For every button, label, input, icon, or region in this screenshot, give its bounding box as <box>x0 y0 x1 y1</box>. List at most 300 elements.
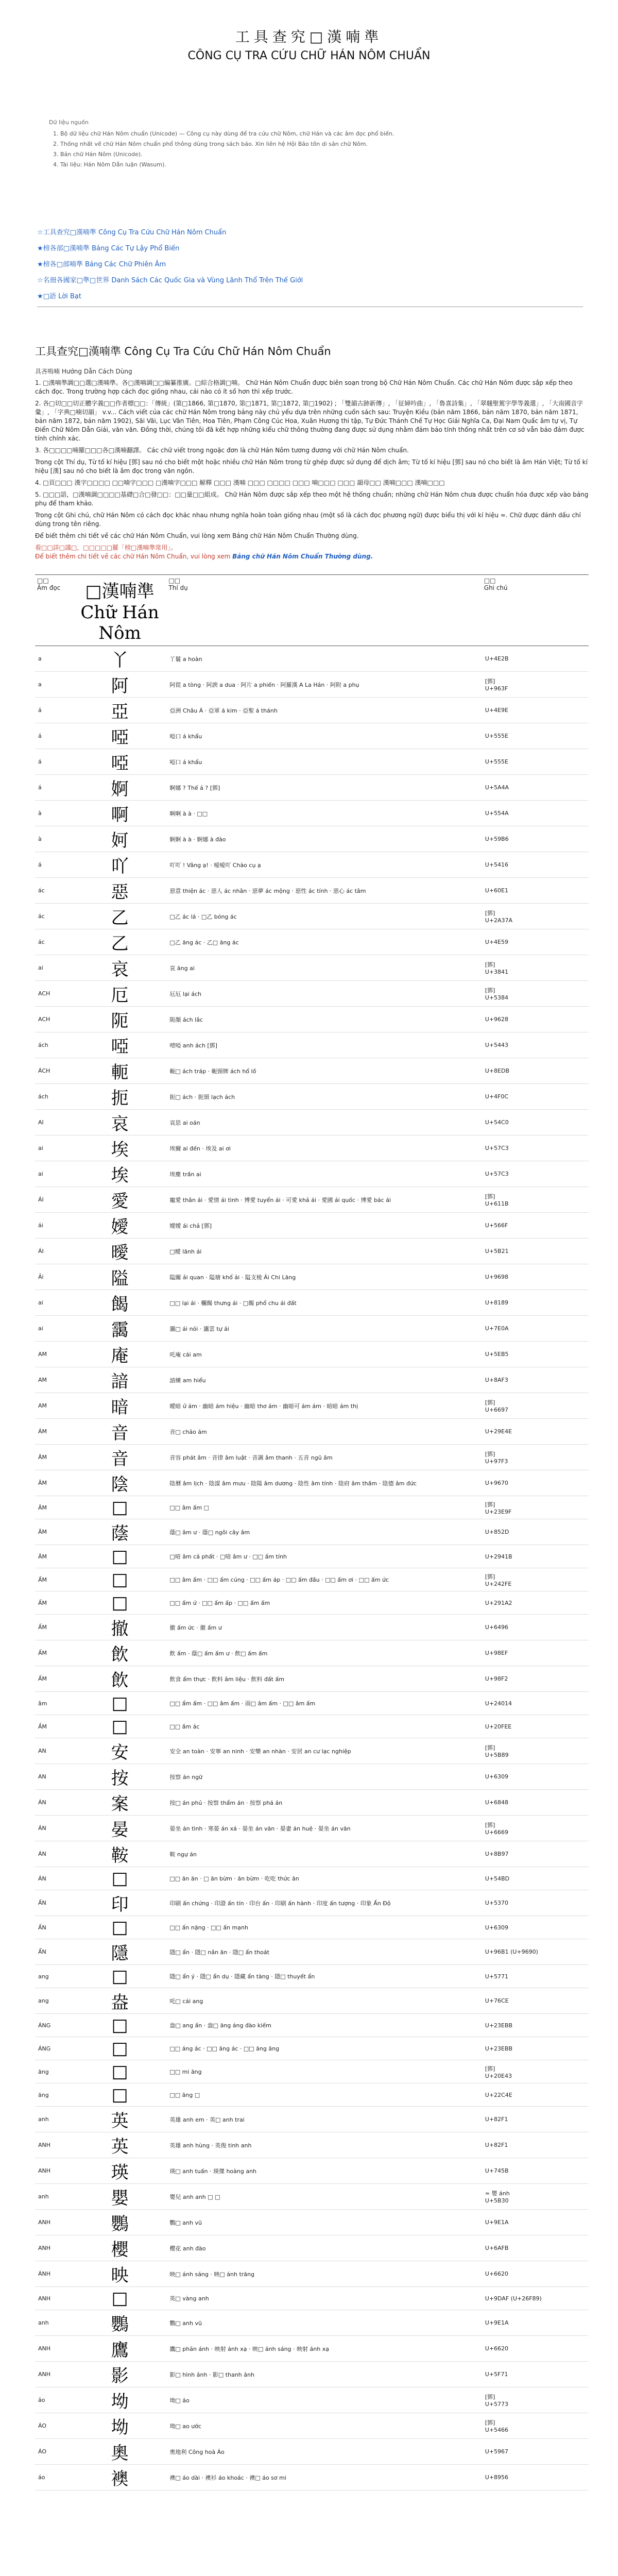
cell-character: 埃 <box>73 1136 167 1161</box>
cell-character: 按 <box>73 1764 167 1790</box>
cell-character: 庵 <box>73 1342 167 1367</box>
cell-example: 印刷 ấn chứng · 印證 ấn tín · 印台 ấn · 印刷 ấn hành · 印度 ấn tượng · 印象 Ấn Độ <box>166 1890 482 1916</box>
intro-red-line <box>35 544 589 561</box>
table-row <box>35 775 589 801</box>
cell-character: 案 <box>73 1790 167 1816</box>
table-row <box>35 1988 589 2014</box>
cell-character: □ <box>73 2014 167 2037</box>
cell-reading: ÂM <box>35 1445 73 1470</box>
cell-note: U+6309 <box>482 1764 589 1790</box>
table-row <box>35 2235 589 2261</box>
cell-character: 啞 <box>73 723 167 749</box>
cell-note: U+29E4E <box>482 1419 589 1445</box>
table-row <box>35 1640 589 1666</box>
table-row <box>35 1519 589 1545</box>
table-row <box>35 1316 589 1342</box>
nav-link[interactable]: ★榜各部□漢喃準 Bảng Các Tự Lậy Phổ Biến <box>37 245 180 252</box>
cell-example: 啞口 á khẩu <box>166 723 482 749</box>
intro-paragraph: 1. □漢喃準調□□選□漢喃準。各□漢喃調□□編纂推廣。□綜合格調□喃。 Chữ Hán Nôm Chuẩn được biên soạn trong bộ Chữ Hán Nôm Chuẩn. Các chữ Hán Nôm được sắp xếp theo cách đọc. Trong trường hợp cách đọc giống nhau, cái nào có ít số hơn thì xếp trước. <box>35 379 573 395</box>
cell-character: 曖 <box>73 1239 167 1264</box>
nav-link[interactable]: ★榜各□部喃準 Bảng Các Chữ Phiên Âm <box>37 261 166 268</box>
cell-character: 阨 <box>73 1007 167 1032</box>
cell-reading: ẤN <box>35 1890 73 1916</box>
cell-note: [鄧] U+5384 <box>482 981 589 1007</box>
cell-example: 埃爾 ai đến · 埃及 ai ơi <box>166 1136 482 1161</box>
cell-note: U+9DAF (U+26F89) <box>482 2287 589 2310</box>
table-row <box>35 904 589 929</box>
cell-character: 安 <box>73 1738 167 1764</box>
table-row <box>35 1007 589 1032</box>
cell-reading: ác <box>35 878 73 904</box>
cell-reading: ẤM <box>35 1666 73 1692</box>
cell-example: 安全 an toàn · 安寧 an ninh · 安樂 an nhàn · 安居 an cư lạc nghiệp <box>166 1738 482 1764</box>
cell-example: □喑 âm cả phất · □喑 âm ư · □□ ấm tính <box>166 1545 482 1568</box>
cell-reading: á <box>35 775 73 801</box>
cell-example: □□ âm ấm · □□ ấm cúng · □□ ấm áp · □□ ấm đầu · □□ ấm ơi · □□ ấm ức <box>166 1568 482 1591</box>
cell-example: 音□ chảo ám <box>166 1419 482 1445</box>
cell-character: 鸚 <box>73 2210 167 2235</box>
cell-character: □ <box>73 2083 167 2107</box>
table-row <box>35 1816 589 1841</box>
table-row <box>35 1032 589 1058</box>
cell-note: U+98EF <box>482 1640 589 1666</box>
cell-reading: ÂM <box>35 1545 73 1568</box>
table-row <box>35 1890 589 1916</box>
cell-note: U+9E1A <box>482 2210 589 2235</box>
cell-character: 隘 <box>73 1264 167 1290</box>
cell-reading: AN <box>35 1764 73 1790</box>
cell-note: U+291A2 <box>482 1591 589 1615</box>
cell-character: 乙 <box>73 929 167 955</box>
cell-reading: ẨN <box>35 1939 73 1965</box>
cell-example: 英雄 anh em · 英□ anh trai <box>166 2107 482 2132</box>
cell-character: 坳 <box>73 2413 167 2439</box>
table-row <box>35 1239 589 1264</box>
cell-example: □乙 ăng ác · 乙□ ăng ác <box>166 929 482 955</box>
cell-note: ≈ 嬰 ánh U+5B30 <box>482 2184 589 2210</box>
cell-character: 扼 <box>73 1084 167 1110</box>
cell-example: 映□ ánh sáng · 映□ ánh trăng <box>166 2261 482 2287</box>
table-row <box>35 1568 589 1591</box>
cell-reading: ang <box>35 1965 73 1988</box>
page-header <box>0 0 618 62</box>
cell-example: 埃塵 trần ai <box>166 1161 482 1187</box>
cell-note: U+76CE <box>482 1988 589 2014</box>
table-row <box>35 1084 589 1110</box>
column-header: □□ Âm đọc <box>35 575 73 646</box>
notes-section <box>49 119 585 169</box>
cell-note: U+57C3 <box>482 1136 589 1161</box>
cell-character: 陰 <box>73 1470 167 1496</box>
cell-character: □ <box>73 2060 167 2083</box>
intro-red-han: 看□□詳□謹□，□□□□□羅「榜□漢喃準常用」。 <box>35 544 177 551</box>
cell-note: [鄧] U+3841 <box>482 955 589 981</box>
cell-character: □ <box>73 1965 167 1988</box>
cell-reading: Ải <box>35 1264 73 1290</box>
cell-example: 按察 án ngữ <box>166 1764 482 1790</box>
table-row <box>35 646 589 672</box>
table-row <box>35 2287 589 2310</box>
cell-character: □ <box>73 1568 167 1591</box>
table-row <box>35 2439 589 2465</box>
cell-note: [鄧] U+5B89 <box>482 1738 589 1764</box>
column-header: □漢喃準 Chữ Hán Nôm <box>73 575 167 646</box>
cell-note: U+24014 <box>482 1692 589 1715</box>
table-row <box>35 852 589 878</box>
cell-note: U+6848 <box>482 1790 589 1816</box>
cell-reading: ác <box>35 929 73 955</box>
cell-example: □曖 lãnh ái <box>166 1239 482 1264</box>
intro-paragraph: 4. □頁□□□ 漢字□□□□ □□喃字□□□ □漢喃字□□□ 解釋 □□□ 漢喃 □□□ □□□□ □□□ 喃□□□ □□□ 韻母□□ 漢喃□□□ 漢喃□□□ <box>35 479 445 486</box>
cell-example: 音容 phát âm · 音律 âm luật · 音調 âm thanh · 五音 ngũ âm <box>166 1445 482 1470</box>
cell-character: 英 <box>73 2107 167 2132</box>
cell-example: 阨顏 ách lắc <box>166 1007 482 1032</box>
table-row <box>35 1591 589 1615</box>
cell-character: 奧 <box>73 2439 167 2465</box>
table-row <box>35 2184 589 2210</box>
cell-reading: ai <box>35 1290 73 1316</box>
cell-reading: anh <box>35 2107 73 2132</box>
cell-example: 吖吖 ! Vâng ạ! · 嗳嗳吖 Chào cụ ạ <box>166 852 482 878</box>
cell-reading: áo <box>35 2465 73 2490</box>
table-row <box>35 1916 589 1939</box>
cell-note: U+57C3 <box>482 1161 589 1187</box>
cell-character: 晏 <box>73 1816 167 1841</box>
cell-note: U+82F1 <box>482 2107 589 2132</box>
cell-example: 婀娜 ? Thế á ? [鄧] <box>166 775 482 801</box>
intro-paragraph: 3. 各□□□□喃羅□□□各□漢喃翻譯。 Các chữ viết trong ngoặc đơn là chữ Hán Nôm tương đương với chữ Hán Nôm chuẩn. <box>35 447 409 454</box>
cell-example: 噎啞 anh ách [鄧] <box>166 1032 482 1058</box>
cell-reading: ÁNH <box>35 2261 73 2287</box>
cell-reading: á <box>35 749 73 775</box>
cell-example: 哀思 ai oán <box>166 1110 482 1136</box>
cell-note: [鄧] U+97F3 <box>482 1445 589 1470</box>
cell-example: □□ ấm ứ · □□ ấm ấp · □□ ấm ấm <box>166 1591 482 1615</box>
cell-example: 寵愛 thân ái · 愛情 ái tình · 博愛 tuyển ái · 可愛 khả ái · 愛國 ái quốc · 博愛 bác ái <box>166 1187 482 1213</box>
table-body <box>35 646 589 2490</box>
table-row <box>35 2158 589 2184</box>
cell-note: U+54BD <box>482 1867 589 1890</box>
cell-example: □□ ấn nặng · □□ ấn mạnh <box>166 1916 482 1939</box>
cell-reading: ÂM <box>35 1470 73 1496</box>
cell-character: 印 <box>73 1890 167 1916</box>
cell-reading: ách <box>35 1084 73 1110</box>
cell-example: □乙 ác lá · □乙 bóng ác <box>166 904 482 929</box>
table-row <box>35 1470 589 1496</box>
cell-character: □ <box>73 1591 167 1615</box>
cell-note: [鄧] U+5466 <box>482 2413 589 2439</box>
notes-list <box>49 130 585 169</box>
cell-example: 鸚□ anh vũ <box>166 2210 482 2235</box>
cell-character: 諳 <box>73 1367 167 1393</box>
cell-character: 英 <box>73 2132 167 2158</box>
column-header: □□ Thí dụ <box>166 575 482 646</box>
intro-paragraph: Để biết thêm chi tiết về các chữ Hán Nôm Chuẩn, vui lòng xem Bảng chữ Hán Nôm Chuẩn Thường dùng. <box>35 532 359 539</box>
cell-example: 櫻花 anh đào <box>166 2235 482 2261</box>
cell-example: □□ lại ái · 欄餲 thưng ái · □餲 phổ chu ái đất <box>166 1290 482 1316</box>
cell-note: [鄧] U+6669 <box>482 1816 589 1841</box>
cell-note: U+4E9E <box>482 698 589 723</box>
cell-example: 丫鬟 a hoàn <box>166 646 482 672</box>
cell-reading: ÂM <box>35 1496 73 1519</box>
table-row <box>35 2060 589 2083</box>
table-row <box>35 1264 589 1290</box>
table-row <box>35 1290 589 1316</box>
cell-character: 妸 <box>73 826 167 852</box>
cell-character: 哀 <box>73 955 167 981</box>
cell-example: 亞洲 Châu Á · 亞軍 á kim · 亞聖 á thánh <box>166 698 482 723</box>
table-row <box>35 1058 589 1084</box>
cell-example: 蔭□ âm ư · 蔭□ ngôi cây âm <box>166 1519 482 1545</box>
cell-reading: à <box>35 826 73 852</box>
table-row <box>35 981 589 1007</box>
cell-reading: ai <box>35 1316 73 1342</box>
cell-example: 襖□ áo dài · 襖衫 áo khoác · 襖□ áo sơ mi <box>166 2465 482 2490</box>
cell-reading: ăng <box>35 2083 73 2107</box>
cell-reading: âm <box>35 1692 73 1715</box>
cell-note: U+20FEE <box>482 1715 589 1738</box>
cell-reading: ai <box>35 1161 73 1187</box>
table-header-row <box>35 575 589 646</box>
cell-example: 瑛□ anh tuấn · 瑛傑 hoàng anh <box>166 2158 482 2184</box>
table-row <box>35 1939 589 1965</box>
cell-reading: AM <box>35 1393 73 1419</box>
cell-example: 坳□ ao ước <box>166 2413 482 2439</box>
table-row <box>35 826 589 852</box>
cell-example: 嬰兒 anh anh □ □ <box>166 2184 482 2210</box>
cell-note: U+4E59 <box>482 929 589 955</box>
note-item: 3. Bản chữ Hán Nôm (Unicode). <box>60 150 585 159</box>
cell-reading: ANH <box>35 2210 73 2235</box>
page-title-viet: CÔNG CỤ TRA CỨU CHỮ HÁN NÔM CHUẨN <box>187 49 431 62</box>
cell-example: 陰曆 âm lịch · 陰謀 âm mưu · 陰陽 âm dương · 陰性 âm tính · 陰府 âm thầm · 陰德 âm đức <box>166 1470 482 1496</box>
table-row <box>35 1419 589 1445</box>
cell-character: 櫻 <box>73 2235 167 2261</box>
cell-example: 厄厄 lại ách <box>166 981 482 1007</box>
cell-reading: ÁI <box>35 1239 73 1264</box>
table-row <box>35 2465 589 2490</box>
cell-reading: ANH <box>35 2235 73 2261</box>
table-row <box>35 1764 589 1790</box>
cell-note: U+5416 <box>482 852 589 878</box>
cell-example: 晏坐 án tình · 寒晏 án xá · 晏坐 án văn · 晏妻 án huệ · 晏坐 án văn <box>166 1816 482 1841</box>
cell-note: U+7E0A <box>482 1316 589 1342</box>
cell-note: U+4E2B <box>482 646 589 672</box>
cell-character: 乙 <box>73 904 167 929</box>
table-row <box>35 1136 589 1161</box>
cell-example: 吒□ cái ang <box>166 1988 482 2014</box>
table-row <box>35 723 589 749</box>
cell-example: 哀 ăng ai <box>166 955 482 981</box>
cell-character: 影 <box>73 2362 167 2387</box>
table-row <box>35 1965 589 1988</box>
nav-link[interactable]: ☆工具查究□漢喃準 Công Cụ Tra Cứu Chữ Hán Nôm Chuẩn <box>37 229 227 236</box>
cell-reading: AM <box>35 1367 73 1393</box>
cell-note: U+8EDB <box>482 1058 589 1084</box>
table-row <box>35 1110 589 1136</box>
cell-reading: ác <box>35 904 73 929</box>
cell-reading: ÁN <box>35 1790 73 1816</box>
cell-example: 鷹□ phản ánh · 映射 ánh xạ · 映□ ánh sáng · 映射 ánh xạ <box>166 2336 482 2362</box>
table-row <box>35 929 589 955</box>
cell-example: 吒庵 cái am <box>166 1342 482 1367</box>
cell-note: U+5F71 <box>482 2362 589 2387</box>
cell-example: 按□ án phủ · 按察 thẩm án · 按察 phá án <box>166 1790 482 1816</box>
cell-note: [鄧] U+611B <box>482 1187 589 1213</box>
cell-note: U+5967 <box>482 2439 589 2465</box>
cell-example: 啞口 á khẩu <box>166 749 482 775</box>
cell-reading: AN <box>35 1738 73 1764</box>
note-item: 1. Bộ dữ liệu chữ Hán Nôm chuẩn (Unicode) — Công cụ này dùng để tra cứu chữ Nôm, chữ Hán và các âm đọc phổ biến. <box>60 130 585 138</box>
cell-reading: ăng <box>35 2060 73 2083</box>
cell-character: 瑛 <box>73 2158 167 2184</box>
cell-note: U+5A4A <box>482 775 589 801</box>
cell-character: 撤 <box>73 1615 167 1640</box>
table-row <box>35 801 589 826</box>
cell-note: U+60E1 <box>482 878 589 904</box>
cell-example: □□ ẩm ấm · □□ âm ấm · 雨□ âm ấm · □□ âm ấm <box>166 1692 482 1715</box>
intro-paragraph: Trong cột Ghi chú, chữ Hán Nôm có cách đọc khác nhau nhưng nghĩa hoàn toàn giống nhau (một số là cách đọc phương ngữ) được biểu thị với kí hiệu ≈. Chữ được đánh dấu chỉ dùng trong tên riêng. <box>35 512 581 528</box>
cell-note: U+98F2 <box>482 1666 589 1692</box>
cell-note: U+6496 <box>482 1615 589 1640</box>
cell-note: [鄧] U+20E43 <box>482 2060 589 2083</box>
cell-character: 襖 <box>73 2465 167 2490</box>
cell-character: □ <box>73 1496 167 1519</box>
cell-note: U+9628 <box>482 1007 589 1032</box>
nav-link[interactable]: ★□語 Lời Bạt <box>37 293 81 300</box>
cell-example: 英雄 anh hùng · 英俊 tinh anh <box>166 2132 482 2158</box>
table-row <box>35 2037 589 2060</box>
cell-note: U+555E <box>482 723 589 749</box>
cell-character: 盎 <box>73 1988 167 2014</box>
cell-reading: ACH <box>35 1007 73 1032</box>
cell-note: U+9698 <box>482 1264 589 1290</box>
table-row <box>35 1496 589 1519</box>
cell-example: 靄□ ái nói · 靄雲 tự ái <box>166 1316 482 1342</box>
cell-reading: á <box>35 723 73 749</box>
cell-example: 隱□ ẩn · 隱□ nắn ãn · 隱□ ẩn thoát <box>166 1939 482 1965</box>
table-row <box>35 749 589 775</box>
table-row <box>35 698 589 723</box>
cell-character: 嬡 <box>73 1213 167 1239</box>
cell-reading: ÁO <box>35 2439 73 2465</box>
cell-reading: ÁN <box>35 1841 73 1867</box>
cell-character: 啞 <box>73 749 167 775</box>
cell-character: □ <box>73 1916 167 1939</box>
cell-note: U+566F <box>482 1213 589 1239</box>
table-row <box>35 2336 589 2362</box>
cell-example: 盎□ ang ấn · 盎□ ăng áng đào kiếm <box>166 2014 482 2037</box>
cell-reading: a <box>35 672 73 698</box>
cell-example: □□ mi ăng <box>166 2060 482 2083</box>
cell-example: □□ ăng □ <box>166 2083 482 2107</box>
cell-reading: anh <box>35 2184 73 2210</box>
cell-reading: ai <box>35 1136 73 1161</box>
cell-note: U+4F0C <box>482 1084 589 1110</box>
table-row <box>35 1213 589 1239</box>
cell-example: 飲食 ẩm thực · 飲料 âm liệu · 飲料 đất ấm <box>166 1666 482 1692</box>
table-row <box>35 1615 589 1640</box>
cell-character: 阿 <box>73 672 167 698</box>
table-row <box>35 2083 589 2107</box>
table-row <box>35 1161 589 1187</box>
cell-character: 鞍 <box>73 1841 167 1867</box>
cell-reading: ẤM <box>35 1640 73 1666</box>
cell-example: 嬡嬡 ái chả [鄧] <box>166 1213 482 1239</box>
table-row <box>35 1715 589 1738</box>
cell-example: 飲 ấm · 蔭□ ấm ấm ư · 飲□ ấm ấm <box>166 1640 482 1666</box>
table-row <box>35 1187 589 1213</box>
cell-reading: ÁN <box>35 1816 73 1841</box>
cell-character: 飲 <box>73 1640 167 1666</box>
table-row <box>35 878 589 904</box>
cell-example: 影□ hình ảnh · 影□ thanh ảnh <box>166 2362 482 2387</box>
cell-note: U+54C0 <box>482 1110 589 1136</box>
table-row <box>35 2413 589 2439</box>
cell-note: U+6620 <box>482 2261 589 2287</box>
cell-reading: ANH <box>35 2132 73 2158</box>
cell-example: 坳□ ảo <box>166 2387 482 2413</box>
intro-author: 具吝嗚喃 Hướng Dẫn Cách Dùng <box>35 368 132 375</box>
cell-note: [鄧] U+23E9F <box>482 1496 589 1519</box>
cell-example: 啊啊 à à · □□ <box>166 801 482 826</box>
cell-reading: á <box>35 698 73 723</box>
intro-red-viet: Để biết thêm chi tiết về các chữ Hán Nôm Chuẩn, vui lòng xem <box>35 553 231 560</box>
table-row <box>35 2387 589 2413</box>
cell-character: □ <box>73 1715 167 1738</box>
table-row <box>35 1367 589 1393</box>
cell-character: 嬰 <box>73 2184 167 2210</box>
cell-note: U+59B6 <box>482 826 589 852</box>
cell-character: 惡 <box>73 878 167 904</box>
table-row <box>35 1841 589 1867</box>
cell-reading: ẤM <box>35 1615 73 1640</box>
cell-character: 隱 <box>73 1939 167 1965</box>
cell-reading: ÁM <box>35 1419 73 1445</box>
note-item: 4. Tài liệu: Hán Nôm Dẫn luận (Wasum). <box>60 161 585 169</box>
intro-red-link[interactable]: Bảng chữ Hán Nôm Chuẩn Thường dùng. <box>232 553 373 560</box>
cell-character: 鷹 <box>73 2336 167 2362</box>
cell-reading: ÁI <box>35 1187 73 1213</box>
intro-paragraphs <box>35 379 589 540</box>
table-row <box>35 672 589 698</box>
cell-note: U+5B21 <box>482 1239 589 1264</box>
cell-character: 暗 <box>73 1393 167 1419</box>
cell-reading: ÁCH <box>35 1058 73 1084</box>
intro-section <box>35 343 589 561</box>
cell-note: U+22C4E <box>482 2083 589 2107</box>
cell-note: U+745B <box>482 2158 589 2184</box>
nav-links-list <box>37 227 618 300</box>
cell-reading: ACH <box>35 981 73 1007</box>
cell-note: U+5370 <box>482 1890 589 1916</box>
cell-note: U+96B1 (U+9690) <box>482 1939 589 1965</box>
cell-example: 撤 ấm ức · 撤 ấm ư <box>166 1615 482 1640</box>
cell-note: [鄧] U+963F <box>482 672 589 698</box>
cell-note: U+6AFB <box>482 2235 589 2261</box>
table-row <box>35 1867 589 1890</box>
nav-link[interactable]: ☆名冊各國家□準□世界 Danh Sách Các Quốc Gia và Vùng Lãnh Thổ Trên Thế Giới <box>37 277 303 284</box>
cell-example: 奧地利 Công hoà Áo <box>166 2439 482 2465</box>
cell-note: U+5771 <box>482 1965 589 1988</box>
cell-example: 諳練 am hiểu <box>166 1367 482 1393</box>
cell-character: 丫 <box>73 646 167 672</box>
cell-reading: a <box>35 646 73 672</box>
cell-note: U+8AF3 <box>482 1367 589 1393</box>
cell-character: 坳 <box>73 2387 167 2413</box>
cell-note: U+9E1A <box>482 2310 589 2336</box>
cell-reading: ẤM <box>35 1591 73 1615</box>
